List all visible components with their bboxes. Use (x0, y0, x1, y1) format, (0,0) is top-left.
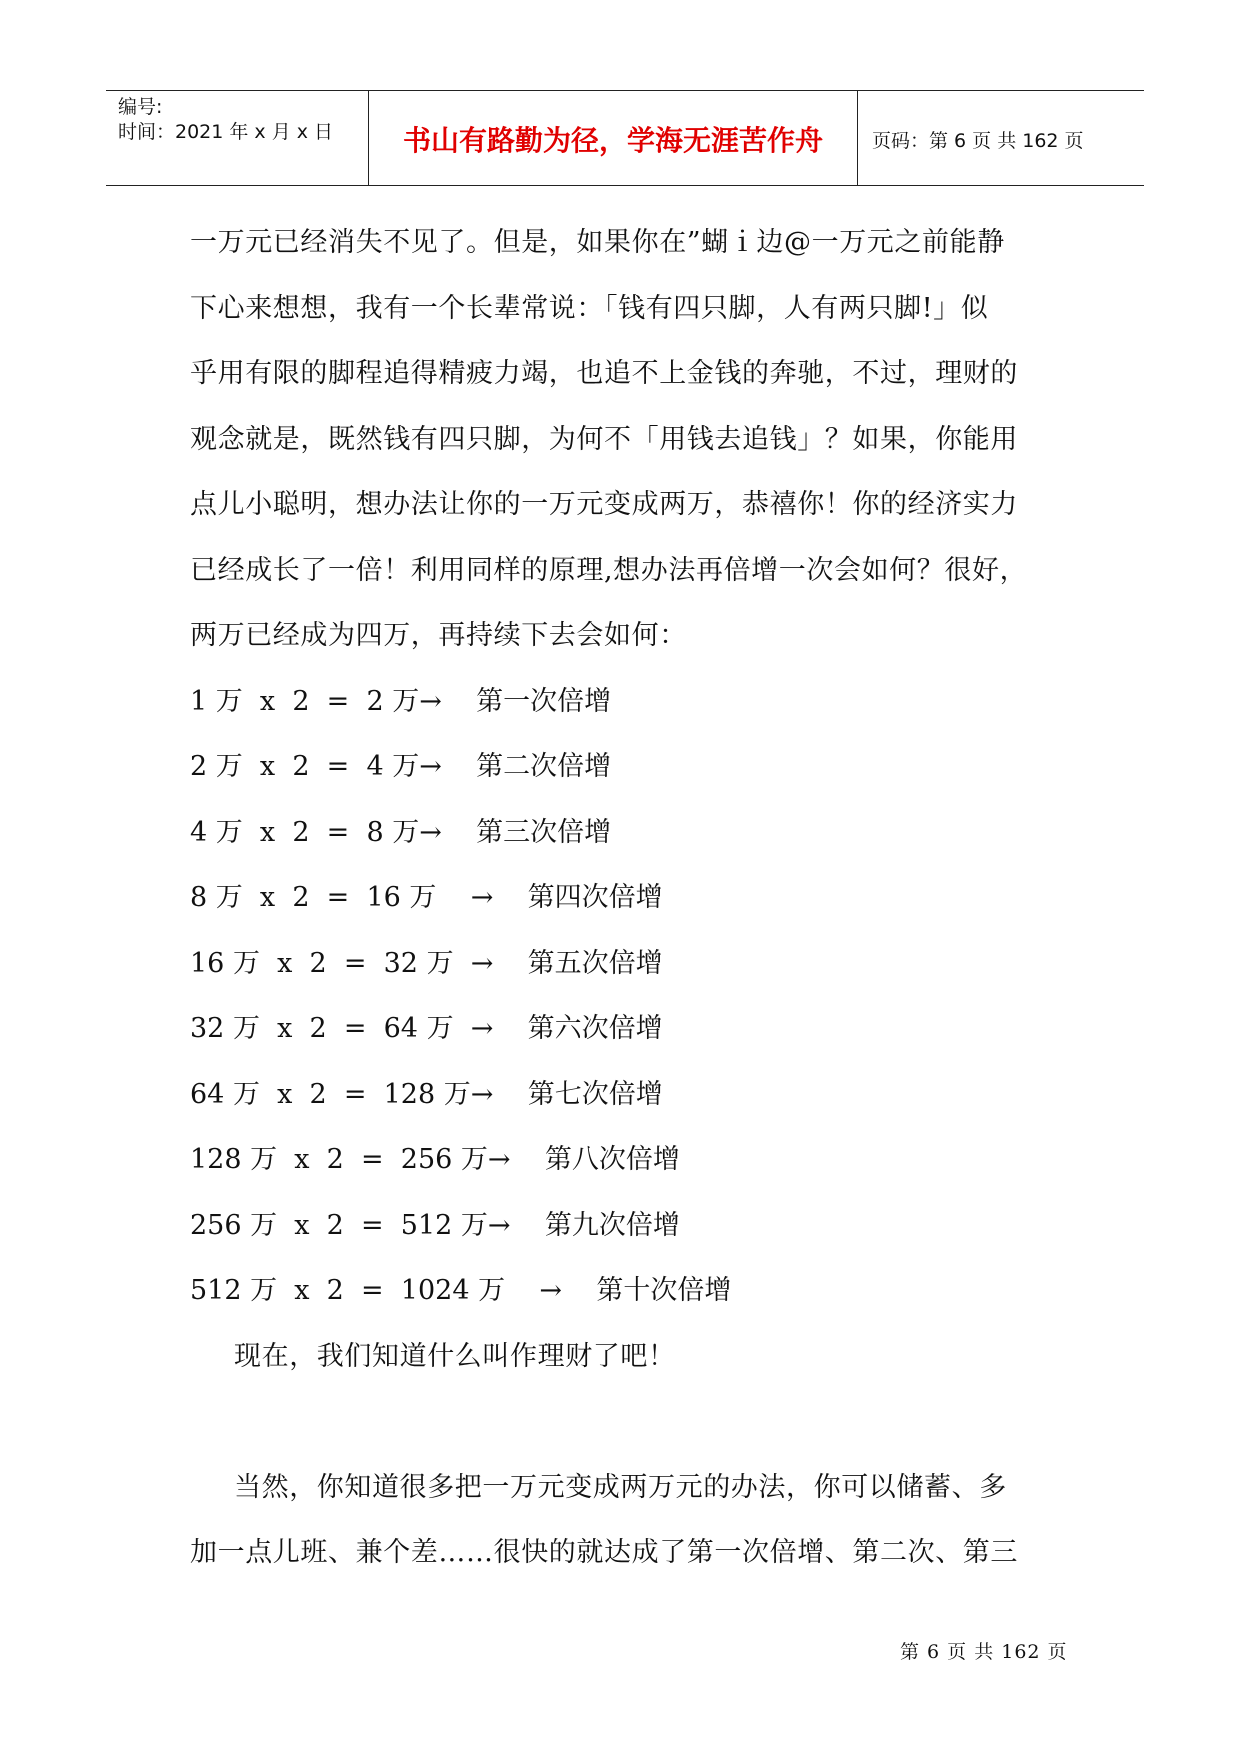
doubling-equation: 1 万 x 2 = 2 万→ 第一次倍增 (190, 685, 612, 717)
paragraph-line: 下心来想想，我有一个长辈常说：「钱有四只脚，人有两只脚!」似 (190, 292, 989, 324)
page-footer: 第 6 页 共 162 页 (900, 1641, 1068, 1663)
doubling-equation: 512 万 x 2 = 1024 万 → 第十次倍增 (190, 1275, 732, 1306)
page-header (106, 90, 1144, 186)
paragraph-line: 点儿小聪明，想办法让你的一万元变成两万，恭禧你！你的经济实力 (190, 489, 1018, 520)
header-motto-cell (368, 91, 858, 185)
doubling-equation: 256 万 x 2 = 512 万→ 第九次倍增 (190, 1209, 680, 1241)
doubling-equation: 32 万 x 2 = 64 万 → 第六次倍增 (190, 1013, 663, 1044)
doubling-equation: 128 万 x 2 = 256 万→ 第八次倍增 (190, 1144, 680, 1175)
paragraph-line: 乎用有限的脚程追得精疲力竭，也追不上金钱的奔驰，不过，理财的 (190, 358, 1018, 389)
header-meta-cell (106, 91, 368, 185)
header-page-cell (858, 91, 1144, 185)
header-motto: 书山有路勤为径，学海无涯苦作舟 (402, 124, 823, 157)
paragraph-line: 一万元已经消失不见了。但是，如果你在”蝴ｉ边@一万元之前能静 (190, 227, 1005, 258)
header-page-number: 页码：第 6 页 共 162 页 (872, 130, 1084, 152)
doubling-equation: 64 万 x 2 = 128 万→ 第七次倍增 (190, 1078, 663, 1110)
paragraph-line: 已经成长了一倍！利用同样的原理,想办法再倍增一次会如何？很好， (190, 554, 1028, 586)
document-body (190, 223, 1070, 1599)
doubling-equation: 2 万 x 2 = 4 万→ 第二次倍增 (190, 751, 612, 782)
blank-line (190, 1402, 1070, 1468)
document-number-label: 编号: (118, 96, 163, 118)
doubling-equation: 8 万 x 2 = 16 万 → 第四次倍增 (190, 882, 663, 913)
paragraph-line: 观念就是，既然钱有四只脚，为何不「用钱去追钱」？如果，你能用 (190, 423, 1018, 455)
doubling-equation: 16 万 x 2 = 32 万 → 第五次倍增 (190, 947, 663, 979)
conclusion-line: 现在，我们知道什么叫作理财了吧！ (234, 1340, 676, 1372)
paragraph-line: 两万已经成为四万，再持续下去会如何： (190, 620, 687, 651)
doubling-equation: 4 万 x 2 = 8 万→ 第三次倍增 (190, 816, 612, 848)
paragraph-line: 加一点儿班、兼个差……很快的就达成了第一次倍增、第二次、第三 (190, 1537, 1018, 1568)
document-time-label: 时间：2021 年 x 月 x 日 (118, 121, 334, 143)
paragraph-line: 当然，你知道很多把一万元变成两万元的办法，你可以储蓄、多 (234, 1471, 1007, 1503)
